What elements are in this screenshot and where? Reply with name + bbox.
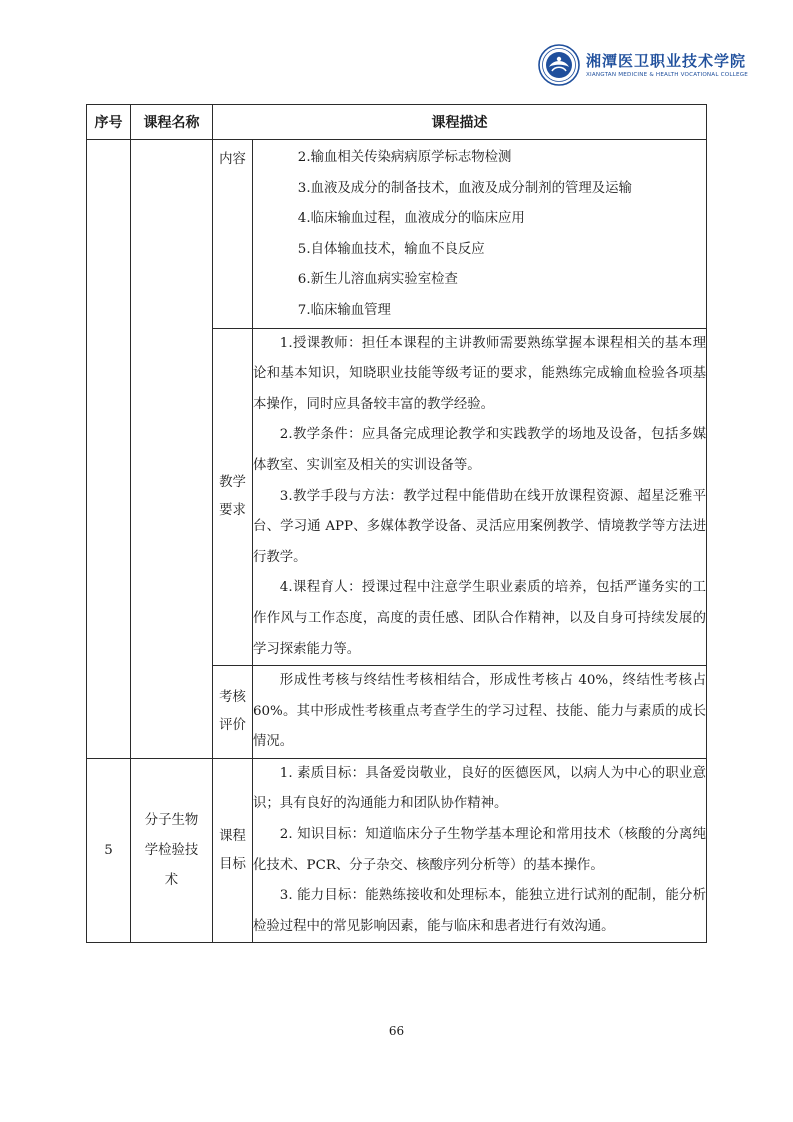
content-item: 7.临床输血管理 <box>297 302 391 318</box>
assessment-description <box>253 666 707 759</box>
college-emblem-icon <box>538 44 580 86</box>
table-row <box>87 140 707 329</box>
content-label: 内容 <box>213 140 253 329</box>
page-number: 66 <box>388 1024 405 1038</box>
row2-course-name: 分子生物 学检验技 术 <box>131 758 213 943</box>
row2-number: 5 <box>87 758 131 943</box>
row1-course-name-cell <box>131 140 213 759</box>
table-header-row <box>87 105 707 140</box>
logo-english-name: XIANGTAN MEDICINE & HEALTH VOCATIONAL COLLEGE <box>586 72 748 78</box>
course-goals-description <box>253 758 707 943</box>
teaching-paragraph: 4.课程育人：授课过程中注意学生职业素质的培养，包括严谨务实的工作作风与工作态度，高度的责任感、团队合作精神，以及自身可持续发展的学习探索能力等。 <box>253 580 706 657</box>
content-item: 2.输血相关传染病病原学标志物检测 <box>297 150 512 165</box>
logo-chinese-name: 湘潭医卫职业技术学院 <box>586 52 747 70</box>
content-description <box>253 140 707 329</box>
row1-number-cell <box>87 140 131 759</box>
goal-paragraph: 3. 能力目标：能熟练接收和处理标本，能独立进行试剂的配制，能分析检验过程中的常见影响因素，能与临床和患者进行有效沟通。 <box>253 888 706 934</box>
header-course-description: 课程描述 <box>213 105 707 140</box>
goal-paragraph: 2. 知识目标：知道临床分子生物学基本理论和常用技术（核酸的分离纯化技术、PCR、分子杂交、核酸序列分析等）的基本操作。 <box>253 827 706 873</box>
teaching-requirements-description <box>253 328 707 666</box>
course-goals-label: 课程 目标 <box>213 758 253 943</box>
course-table <box>86 104 707 943</box>
teaching-paragraph: 3.教学手段与方法：教学过程中能借助在线开放课程资源、超星泛雅平台、学习通 APP、多媒体教学设备、灵活应用案例教学、情境教学等方法进行教学。 <box>253 488 706 565</box>
assessment-label: 考核 评价 <box>213 666 253 759</box>
goal-paragraph: 1. 素质目标：具备爱岗敬业，良好的医德医风，以病人为中心的职业意识；具有良好的沟通能力和团队协作精神。 <box>253 765 706 812</box>
content-item: 4.临床输血过程，血液成分的临床应用 <box>297 211 525 227</box>
header-course-name: 课程名称 <box>131 105 213 140</box>
assessment-paragraph: 形成性考核与终结性考核相结合，形成性考核占 40%，终结性考核占 60%。其中形成性考核重点考查学生的学习过程、技能、能力与素质的成长情况。 <box>253 673 706 750</box>
content-item: 3.血液及成分的制备技术，血液及成分制剂的管理及运输 <box>297 180 632 196</box>
content-item: 5.自体输血技术，输血不良反应 <box>297 241 485 257</box>
header-number: 序号 <box>87 105 131 140</box>
teaching-paragraph: 2.教学条件：应具备完成理论教学和实践教学的场地及设备，包括多媒体教室、实训室及相关的实训设备等。 <box>253 427 706 473</box>
table-row <box>87 758 707 943</box>
teaching-requirements-label: 教学 要求 <box>213 328 253 666</box>
college-logo <box>538 44 748 86</box>
teaching-paragraph: 1.授课教师：担任本课程的主讲教师需要熟练掌握本课程相关的基本理论和基本知识，知晓职业技能等级考证的要求，能熟练完成输血检验各项基本操作，同时应具备较丰富的教学经验。 <box>253 335 706 412</box>
content-item: 6.新生儿溶血病实验室检查 <box>297 272 458 288</box>
